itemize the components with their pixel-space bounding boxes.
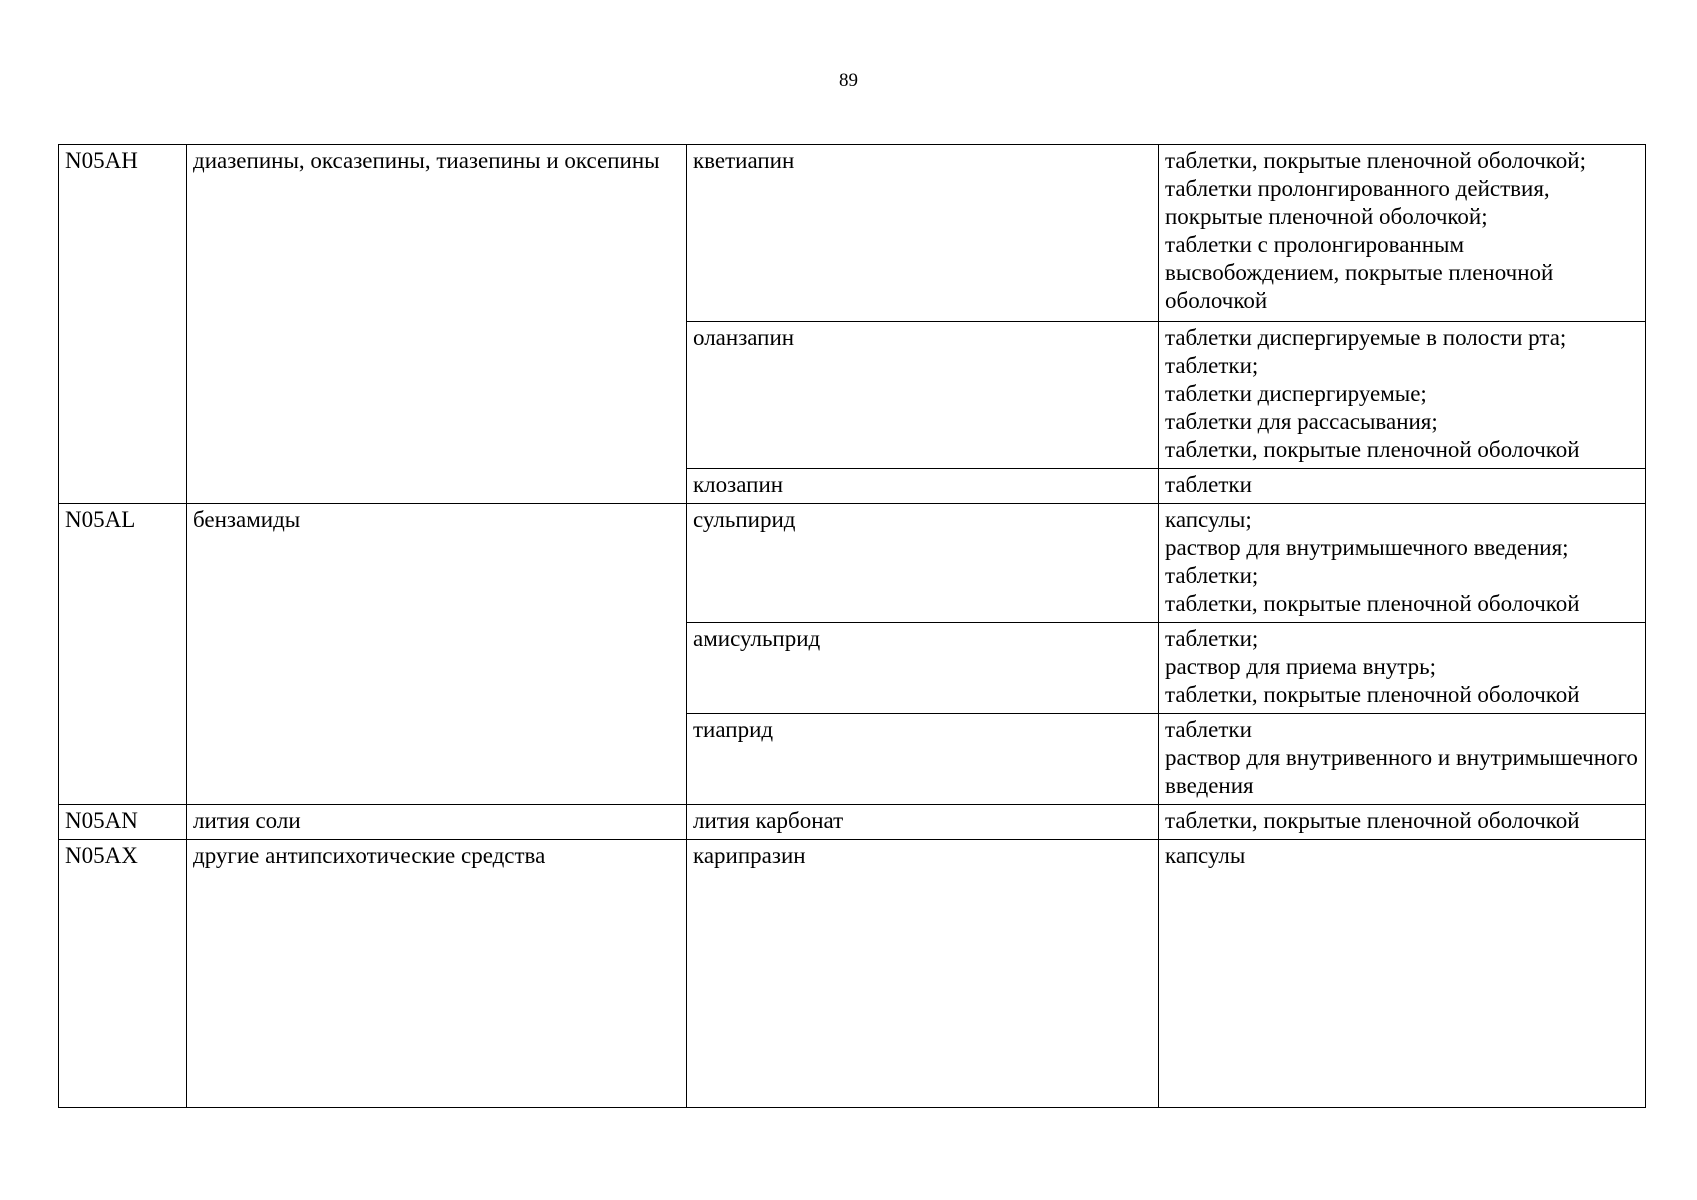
drug-name-cell: оланзапин — [687, 322, 1159, 469]
table-row — [59, 504, 1646, 623]
dosage-form: капсулы — [1165, 843, 1246, 868]
dosage-forms-cell — [1159, 623, 1646, 714]
atc-code-cell: N05AH — [59, 145, 187, 504]
dosage-form: таблетки диспергируемые в полости рта; — [1165, 325, 1567, 350]
dosage-form: таблетки, покрытые пленочной оболочкой — [1165, 682, 1580, 707]
dosage-form: таблетки — [1165, 472, 1252, 497]
dosage-form: таблетки, покрытые пленочной оболочкой — [1165, 808, 1580, 833]
drug-name-cell: лития карбонат — [687, 805, 1159, 840]
dosage-forms-cell — [1159, 504, 1646, 623]
dosage-form: таблетки; — [1165, 563, 1259, 588]
atc-code-cell: N05AN — [59, 805, 187, 840]
dosage-form: таблетки, покрытые пленочной оболочкой — [1165, 591, 1580, 616]
group-name-cell: диазепины, оксазепины, тиазепины и оксепины — [187, 145, 687, 504]
table-row — [59, 805, 1646, 840]
atc-code-cell: N05AX — [59, 840, 187, 1108]
dosage-forms-cell — [1159, 322, 1646, 469]
drug-name-cell: тиаприд — [687, 714, 1159, 805]
dosage-form: таблетки, покрытые пленочной оболочкой; — [1165, 148, 1586, 173]
dosage-form: таблетки для рассасывания; — [1165, 409, 1438, 434]
dosage-forms-cell — [1159, 469, 1646, 504]
dosage-forms-cell — [1159, 840, 1646, 1108]
drug-name-cell: сульпирид — [687, 504, 1159, 623]
dosage-forms-cell — [1159, 714, 1646, 805]
dosage-form: раствор для внутримышечного введения; — [1165, 535, 1569, 560]
dosage-form: таблетки, покрытые пленочной оболочкой — [1165, 437, 1580, 462]
drug-name-cell: кветиапин — [687, 145, 1159, 322]
drug-name-cell: амисульприд — [687, 623, 1159, 714]
drug-name-cell: клозапин — [687, 469, 1159, 504]
dosage-form: раствор для приема внутрь; — [1165, 654, 1436, 679]
drug-name-cell: карипразин — [687, 840, 1159, 1108]
page-number: 89 — [839, 70, 858, 91]
table-row — [59, 145, 1646, 322]
dosage-form: таблетки — [1165, 717, 1252, 742]
dosage-form: таблетки; — [1165, 353, 1259, 378]
group-name-cell: другие антипсихотические средства — [187, 840, 687, 1108]
dosage-forms-cell — [1159, 145, 1646, 322]
dosage-form: капсулы; — [1165, 507, 1252, 532]
dosage-form: таблетки диспергируемые; — [1165, 381, 1427, 406]
dosage-forms-cell — [1159, 805, 1646, 840]
dosage-form: таблетки пролонгированного действия, покрытые пленочной оболочкой; — [1165, 176, 1550, 229]
group-name-cell: бензамиды — [187, 504, 687, 805]
drug-table — [58, 144, 1646, 1108]
dosage-form: таблетки с пролонгированным высвобождением, покрытые пленочной оболочкой — [1165, 232, 1554, 313]
dosage-form: таблетки; — [1165, 626, 1259, 651]
atc-code-cell: N05AL — [59, 504, 187, 805]
table-row — [59, 840, 1646, 1108]
dosage-form: раствор для внутривенного и внутримышечного введения — [1165, 745, 1638, 798]
group-name-cell: лития соли — [187, 805, 687, 840]
